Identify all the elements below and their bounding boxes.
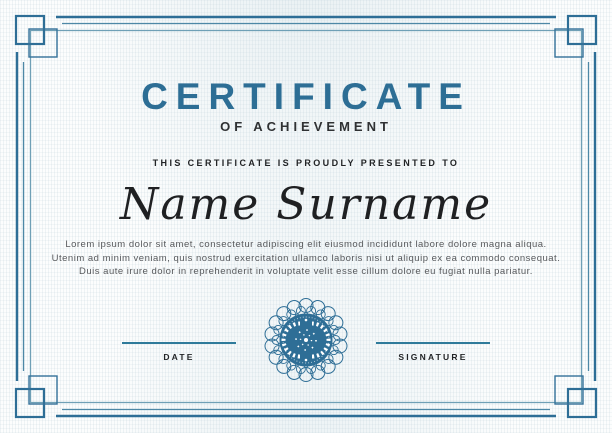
- presented-line: THIS CERTIFICATE IS PROUDLY PRESENTED TO: [152, 158, 460, 168]
- date-label: DATE: [163, 352, 195, 362]
- certificate-title: CERTIFICATE: [141, 76, 471, 117]
- date-block: [122, 342, 236, 362]
- body-line-3: Duis aute irure dolor in reprehenderit in voluptate velit esse cillum dolore eu fugiat nulla pariatur.: [79, 266, 533, 277]
- date-line: [122, 342, 236, 344]
- signature-block: [376, 342, 490, 362]
- recipient-name: Name Surname: [119, 179, 493, 230]
- body-line-1: Lorem ipsum dolor sit amet, consectetur adipiscing elit eiusmod incididunt labore dolore magna aliqua.: [65, 239, 547, 250]
- signature-label: SIGNATURE: [398, 352, 468, 362]
- signature-line: [376, 342, 490, 344]
- seal-icon: [260, 294, 352, 386]
- certificate-body: [0, 238, 612, 279]
- body-line-2: Utenim ad minim veniam, quis nostrud exercitation ullamco laboris nisi ut aliquip ex ea commodo consequat.: [51, 252, 561, 264]
- certificate-subtitle: OF ACHIEVEMENT: [220, 119, 392, 134]
